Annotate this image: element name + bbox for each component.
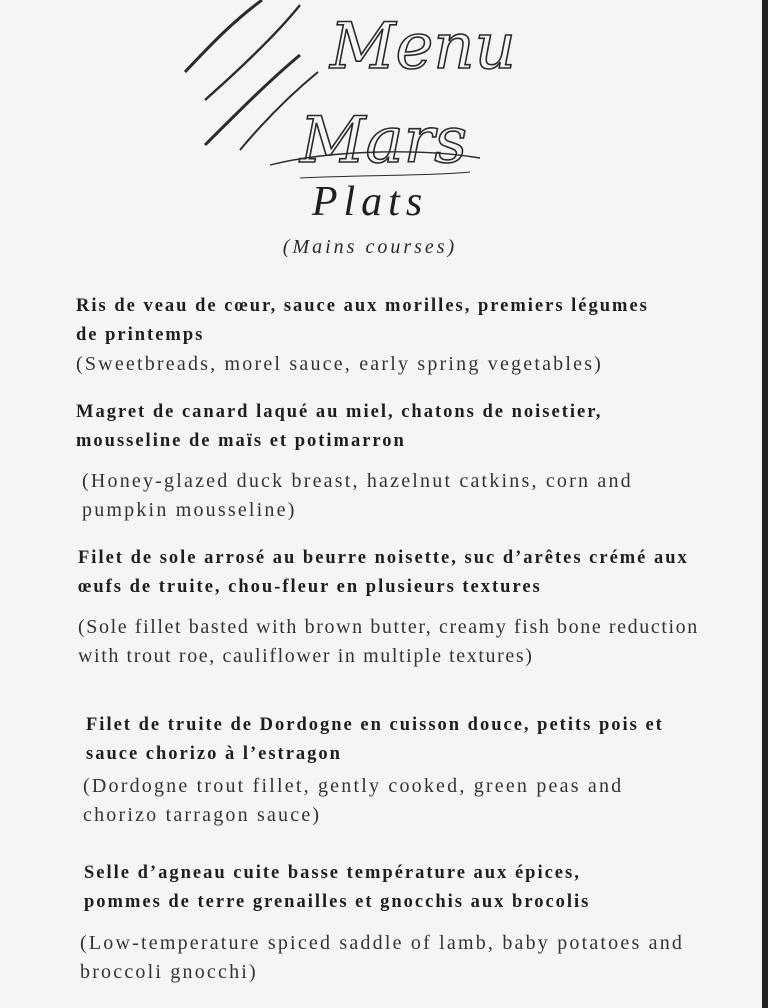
page-border [762, 0, 768, 1008]
dish-name-fr: œufs de truite, chou-fleur en plusieurs textures [78, 577, 542, 597]
dish-desc-en: (Low-temperature spiced saddle of lamb, baby potatoes and [80, 932, 685, 954]
dish-desc-en: (Sweetbreads, morel sauce, early spring vegetables) [76, 353, 604, 375]
dish-desc-en: broccoli gnocchi) [80, 961, 258, 983]
dish-desc-en: pumpkin mousseline) [82, 499, 297, 521]
title-line1: Menu [330, 10, 516, 84]
dish-desc-en: (Honey-glazed duck breast, hazelnut catkins, corn and [82, 470, 633, 492]
section-title: Plats [311, 179, 429, 225]
dish-desc-en: chorizo tarragon sauce) [83, 804, 322, 826]
title-line2: Mars [300, 104, 468, 178]
dish-desc-en: (Dordogne trout fillet, gently cooked, green peas and [83, 775, 624, 797]
dish-name-fr: sauce chorizo à l’estragon [86, 744, 342, 764]
dish-name-fr: Magret de canard laqué au miel, chatons de noisetier, [76, 402, 603, 422]
dish-desc-en: with trout roe, cauliflower in multiple textures) [78, 645, 534, 667]
dish-name-fr: Filet de sole arrosé au beurre noisette, suc d’arêtes crémé aux [78, 548, 689, 568]
dish-name-fr: pommes de terre grenailles et gnocchis aux brocolis [84, 892, 591, 912]
dish-name-fr: de printemps [76, 325, 205, 345]
dish-item [76, 292, 649, 379]
section-subtitle: (Mains courses) [282, 236, 458, 258]
menu-title-script [0, 0, 740, 190]
dish-name-fr: mousseline de maïs et potimarron [76, 431, 406, 451]
dish-name-fr: Selle d’agneau cuite basse température aux épices, [84, 863, 581, 883]
dish-name-fr: Ris de veau de cœur, sauce aux morilles, premiers légumes [76, 296, 649, 316]
dish-item [76, 398, 633, 525]
dish-item [80, 859, 685, 987]
dish-desc-en: (Sole fillet basted with brown butter, creamy fish bone reduction [78, 616, 699, 638]
dish-item [83, 711, 664, 830]
dish-name-fr: Filet de truite de Dordogne en cuisson douce, petits pois et [86, 715, 664, 735]
dish-item [78, 544, 699, 671]
